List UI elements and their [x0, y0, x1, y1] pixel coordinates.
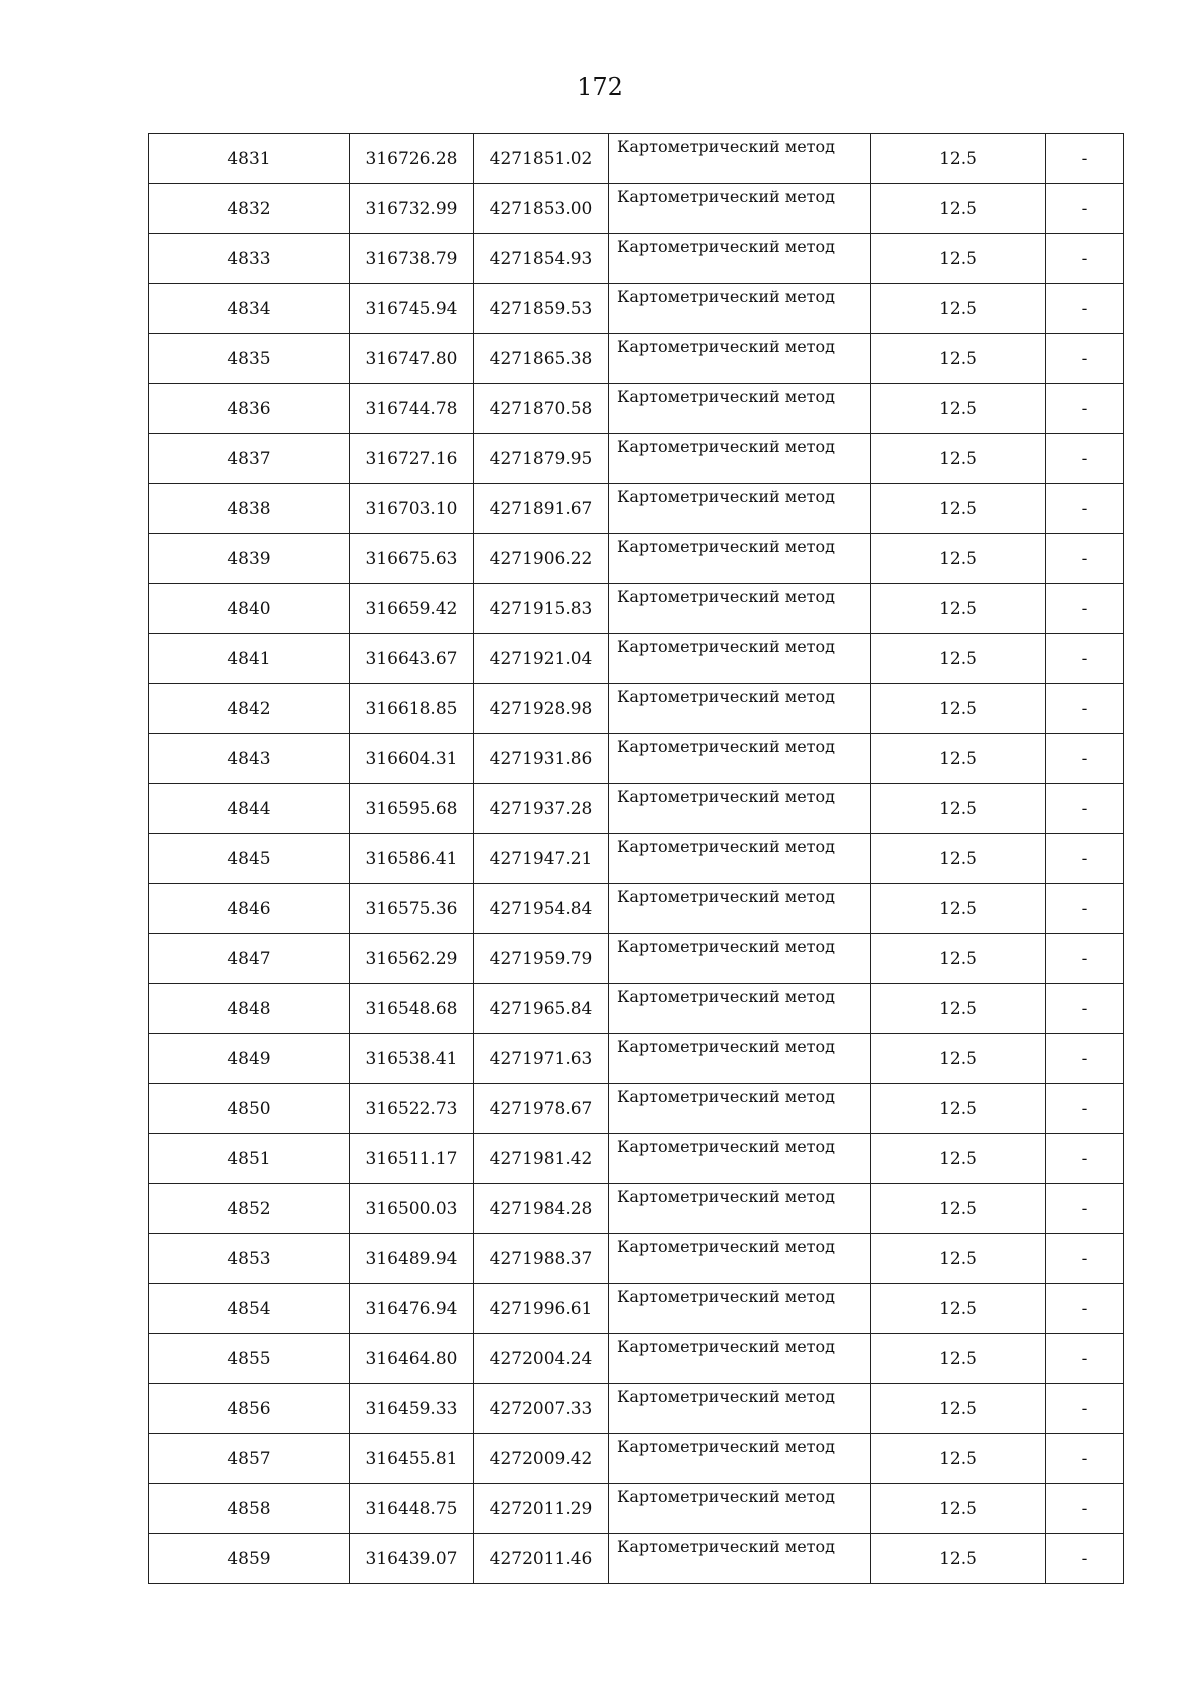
x-coordinate-cell: 316459.33 [350, 1384, 474, 1434]
method-cell: Картометрический метод [609, 584, 871, 634]
accuracy-cell: 12.5 [871, 784, 1046, 834]
point-number-cell: 4832 [149, 184, 350, 234]
point-number-cell: 4841 [149, 634, 350, 684]
method-cell: Картометрический метод [609, 1534, 871, 1584]
accuracy-cell: 12.5 [871, 184, 1046, 234]
table-row [149, 634, 1124, 684]
point-number-cell: 4835 [149, 334, 350, 384]
accuracy-cell: 12.5 [871, 534, 1046, 584]
x-coordinate-cell: 316439.07 [350, 1534, 474, 1584]
accuracy-cell: 12.5 [871, 134, 1046, 184]
note-cell: - [1046, 984, 1124, 1034]
note-cell: - [1046, 1234, 1124, 1284]
method-cell: Картометрический метод [609, 784, 871, 834]
table-row [149, 834, 1124, 884]
accuracy-cell: 12.5 [871, 1484, 1046, 1534]
x-coordinate-cell: 316732.99 [350, 184, 474, 234]
accuracy-cell: 12.5 [871, 1434, 1046, 1484]
note-cell: - [1046, 1484, 1124, 1534]
y-coordinate-cell: 4271937.28 [474, 784, 609, 834]
y-coordinate-cell: 4271865.38 [474, 334, 609, 384]
point-number-cell: 4836 [149, 384, 350, 434]
y-coordinate-cell: 4271854.93 [474, 234, 609, 284]
x-coordinate-cell: 316618.85 [350, 684, 474, 734]
method-cell: Картометрический метод [609, 984, 871, 1034]
x-coordinate-cell: 316562.29 [350, 934, 474, 984]
table-row [149, 884, 1124, 934]
accuracy-cell: 12.5 [871, 334, 1046, 384]
table-row [149, 734, 1124, 784]
method-cell: Картометрический метод [609, 1034, 871, 1084]
table-row [149, 984, 1124, 1034]
point-number-cell: 4840 [149, 584, 350, 634]
x-coordinate-cell: 316659.42 [350, 584, 474, 634]
y-coordinate-cell: 4271959.79 [474, 934, 609, 984]
point-number-cell: 4846 [149, 884, 350, 934]
method-cell: Картометрический метод [609, 284, 871, 334]
x-coordinate-cell: 316500.03 [350, 1184, 474, 1234]
table-row [149, 234, 1124, 284]
y-coordinate-cell: 4271853.00 [474, 184, 609, 234]
accuracy-cell: 12.5 [871, 484, 1046, 534]
y-coordinate-cell: 4271891.67 [474, 484, 609, 534]
note-cell: - [1046, 584, 1124, 634]
table-row [149, 534, 1124, 584]
accuracy-cell: 12.5 [871, 1384, 1046, 1434]
method-cell: Картометрический метод [609, 684, 871, 734]
table-row [149, 184, 1124, 234]
method-cell: Картометрический метод [609, 384, 871, 434]
x-coordinate-cell: 316476.94 [350, 1284, 474, 1334]
table-row [149, 334, 1124, 384]
note-cell: - [1046, 434, 1124, 484]
point-number-cell: 4837 [149, 434, 350, 484]
method-cell: Картометрический метод [609, 834, 871, 884]
point-number-cell: 4833 [149, 234, 350, 284]
accuracy-cell: 12.5 [871, 734, 1046, 784]
x-coordinate-cell: 316643.67 [350, 634, 474, 684]
table-row [149, 1384, 1124, 1434]
table-row [149, 1084, 1124, 1134]
y-coordinate-cell: 4272007.33 [474, 1384, 609, 1434]
x-coordinate-cell: 316455.81 [350, 1434, 474, 1484]
method-cell: Картометрический метод [609, 1234, 871, 1284]
note-cell: - [1046, 384, 1124, 434]
point-number-cell: 4853 [149, 1234, 350, 1284]
note-cell: - [1046, 1434, 1124, 1484]
point-number-cell: 4844 [149, 784, 350, 834]
x-coordinate-cell: 316538.41 [350, 1034, 474, 1084]
table-row [149, 1134, 1124, 1184]
x-coordinate-cell: 316586.41 [350, 834, 474, 884]
table-row [149, 1534, 1124, 1584]
point-number-cell: 4856 [149, 1384, 350, 1434]
table-row [149, 1234, 1124, 1284]
method-cell: Картометрический метод [609, 534, 871, 584]
note-cell: - [1046, 284, 1124, 334]
method-cell: Картометрический метод [609, 1284, 871, 1334]
x-coordinate-cell: 316727.16 [350, 434, 474, 484]
y-coordinate-cell: 4271978.67 [474, 1084, 609, 1134]
x-coordinate-cell: 316448.75 [350, 1484, 474, 1534]
note-cell: - [1046, 1084, 1124, 1134]
y-coordinate-cell: 4271965.84 [474, 984, 609, 1034]
point-number-cell: 4858 [149, 1484, 350, 1534]
note-cell: - [1046, 1034, 1124, 1084]
accuracy-cell: 12.5 [871, 884, 1046, 934]
y-coordinate-cell: 4271879.95 [474, 434, 609, 484]
note-cell: - [1046, 1534, 1124, 1584]
x-coordinate-cell: 316511.17 [350, 1134, 474, 1184]
x-coordinate-cell: 316548.68 [350, 984, 474, 1034]
accuracy-cell: 12.5 [871, 384, 1046, 434]
method-cell: Картометрический метод [609, 234, 871, 284]
accuracy-cell: 12.5 [871, 434, 1046, 484]
x-coordinate-cell: 316744.78 [350, 384, 474, 434]
method-cell: Картометрический метод [609, 1084, 871, 1134]
accuracy-cell: 12.5 [871, 834, 1046, 884]
table-row [149, 1034, 1124, 1084]
table-row [149, 784, 1124, 834]
accuracy-cell: 12.5 [871, 284, 1046, 334]
accuracy-cell: 12.5 [871, 1184, 1046, 1234]
note-cell: - [1046, 1384, 1124, 1434]
table-row [149, 384, 1124, 434]
method-cell: Картометрический метод [609, 934, 871, 984]
method-cell: Картометрический метод [609, 1434, 871, 1484]
x-coordinate-cell: 316747.80 [350, 334, 474, 384]
y-coordinate-cell: 4271928.98 [474, 684, 609, 734]
method-cell: Картометрический метод [609, 1384, 871, 1434]
table-row [149, 1434, 1124, 1484]
coordinates-table-body [149, 134, 1124, 1584]
accuracy-cell: 12.5 [871, 1334, 1046, 1384]
coordinates-table [148, 133, 1124, 1584]
accuracy-cell: 12.5 [871, 1234, 1046, 1284]
table-row [149, 1484, 1124, 1534]
note-cell: - [1046, 1334, 1124, 1384]
x-coordinate-cell: 316738.79 [350, 234, 474, 284]
y-coordinate-cell: 4271851.02 [474, 134, 609, 184]
note-cell: - [1046, 134, 1124, 184]
method-cell: Картометрический метод [609, 1134, 871, 1184]
method-cell: Картометрический метод [609, 1184, 871, 1234]
y-coordinate-cell: 4271996.61 [474, 1284, 609, 1334]
table-row [149, 684, 1124, 734]
y-coordinate-cell: 4271981.42 [474, 1134, 609, 1184]
point-number-cell: 4838 [149, 484, 350, 534]
accuracy-cell: 12.5 [871, 934, 1046, 984]
note-cell: - [1046, 834, 1124, 884]
page-number: 172 [577, 73, 623, 101]
method-cell: Картометрический метод [609, 334, 871, 384]
method-cell: Картометрический метод [609, 634, 871, 684]
point-number-cell: 4845 [149, 834, 350, 884]
table-row [149, 284, 1124, 334]
table-row [149, 134, 1124, 184]
accuracy-cell: 12.5 [871, 634, 1046, 684]
note-cell: - [1046, 234, 1124, 284]
table-row [149, 484, 1124, 534]
point-number-cell: 4852 [149, 1184, 350, 1234]
method-cell: Картометрический метод [609, 734, 871, 784]
point-number-cell: 4843 [149, 734, 350, 784]
x-coordinate-cell: 316595.68 [350, 784, 474, 834]
method-cell: Картометрический метод [609, 1334, 871, 1384]
y-coordinate-cell: 4271954.84 [474, 884, 609, 934]
x-coordinate-cell: 316464.80 [350, 1334, 474, 1384]
table-row [149, 434, 1124, 484]
point-number-cell: 4847 [149, 934, 350, 984]
accuracy-cell: 12.5 [871, 584, 1046, 634]
y-coordinate-cell: 4271947.21 [474, 834, 609, 884]
x-coordinate-cell: 316675.63 [350, 534, 474, 584]
x-coordinate-cell: 316703.10 [350, 484, 474, 534]
point-number-cell: 4834 [149, 284, 350, 334]
y-coordinate-cell: 4272004.24 [474, 1334, 609, 1384]
note-cell: - [1046, 334, 1124, 384]
y-coordinate-cell: 4271915.83 [474, 584, 609, 634]
note-cell: - [1046, 934, 1124, 984]
table-row [149, 1184, 1124, 1234]
y-coordinate-cell: 4271921.04 [474, 634, 609, 684]
y-coordinate-cell: 4272011.29 [474, 1484, 609, 1534]
note-cell: - [1046, 884, 1124, 934]
method-cell: Картометрический метод [609, 184, 871, 234]
note-cell: - [1046, 684, 1124, 734]
method-cell: Картометрический метод [609, 884, 871, 934]
table-row [149, 1284, 1124, 1334]
x-coordinate-cell: 316604.31 [350, 734, 474, 784]
point-number-cell: 4854 [149, 1284, 350, 1334]
point-number-cell: 4859 [149, 1534, 350, 1584]
point-number-cell: 4857 [149, 1434, 350, 1484]
x-coordinate-cell: 316489.94 [350, 1234, 474, 1284]
method-cell: Картометрический метод [609, 1484, 871, 1534]
table-row [149, 934, 1124, 984]
point-number-cell: 4851 [149, 1134, 350, 1184]
y-coordinate-cell: 4271906.22 [474, 534, 609, 584]
y-coordinate-cell: 4271870.58 [474, 384, 609, 434]
accuracy-cell: 12.5 [871, 1034, 1046, 1084]
x-coordinate-cell: 316575.36 [350, 884, 474, 934]
method-cell: Картометрический метод [609, 484, 871, 534]
point-number-cell: 4849 [149, 1034, 350, 1084]
point-number-cell: 4842 [149, 684, 350, 734]
note-cell: - [1046, 1134, 1124, 1184]
note-cell: - [1046, 534, 1124, 584]
accuracy-cell: 12.5 [871, 684, 1046, 734]
y-coordinate-cell: 4271988.37 [474, 1234, 609, 1284]
accuracy-cell: 12.5 [871, 1284, 1046, 1334]
note-cell: - [1046, 1284, 1124, 1334]
y-coordinate-cell: 4271971.63 [474, 1034, 609, 1084]
x-coordinate-cell: 316745.94 [350, 284, 474, 334]
note-cell: - [1046, 184, 1124, 234]
y-coordinate-cell: 4271859.53 [474, 284, 609, 334]
accuracy-cell: 12.5 [871, 1134, 1046, 1184]
accuracy-cell: 12.5 [871, 1534, 1046, 1584]
x-coordinate-cell: 316726.28 [350, 134, 474, 184]
point-number-cell: 4831 [149, 134, 350, 184]
method-cell: Картометрический метод [609, 134, 871, 184]
note-cell: - [1046, 484, 1124, 534]
note-cell: - [1046, 634, 1124, 684]
accuracy-cell: 12.5 [871, 1084, 1046, 1134]
accuracy-cell: 12.5 [871, 234, 1046, 284]
point-number-cell: 4850 [149, 1084, 350, 1134]
y-coordinate-cell: 4271984.28 [474, 1184, 609, 1234]
point-number-cell: 4848 [149, 984, 350, 1034]
y-coordinate-cell: 4272009.42 [474, 1434, 609, 1484]
note-cell: - [1046, 1184, 1124, 1234]
y-coordinate-cell: 4271931.86 [474, 734, 609, 784]
note-cell: - [1046, 784, 1124, 834]
x-coordinate-cell: 316522.73 [350, 1084, 474, 1134]
table-row [149, 1334, 1124, 1384]
table-row [149, 584, 1124, 634]
note-cell: - [1046, 734, 1124, 784]
point-number-cell: 4855 [149, 1334, 350, 1384]
method-cell: Картометрический метод [609, 434, 871, 484]
accuracy-cell: 12.5 [871, 984, 1046, 1034]
point-number-cell: 4839 [149, 534, 350, 584]
y-coordinate-cell: 4272011.46 [474, 1534, 609, 1584]
